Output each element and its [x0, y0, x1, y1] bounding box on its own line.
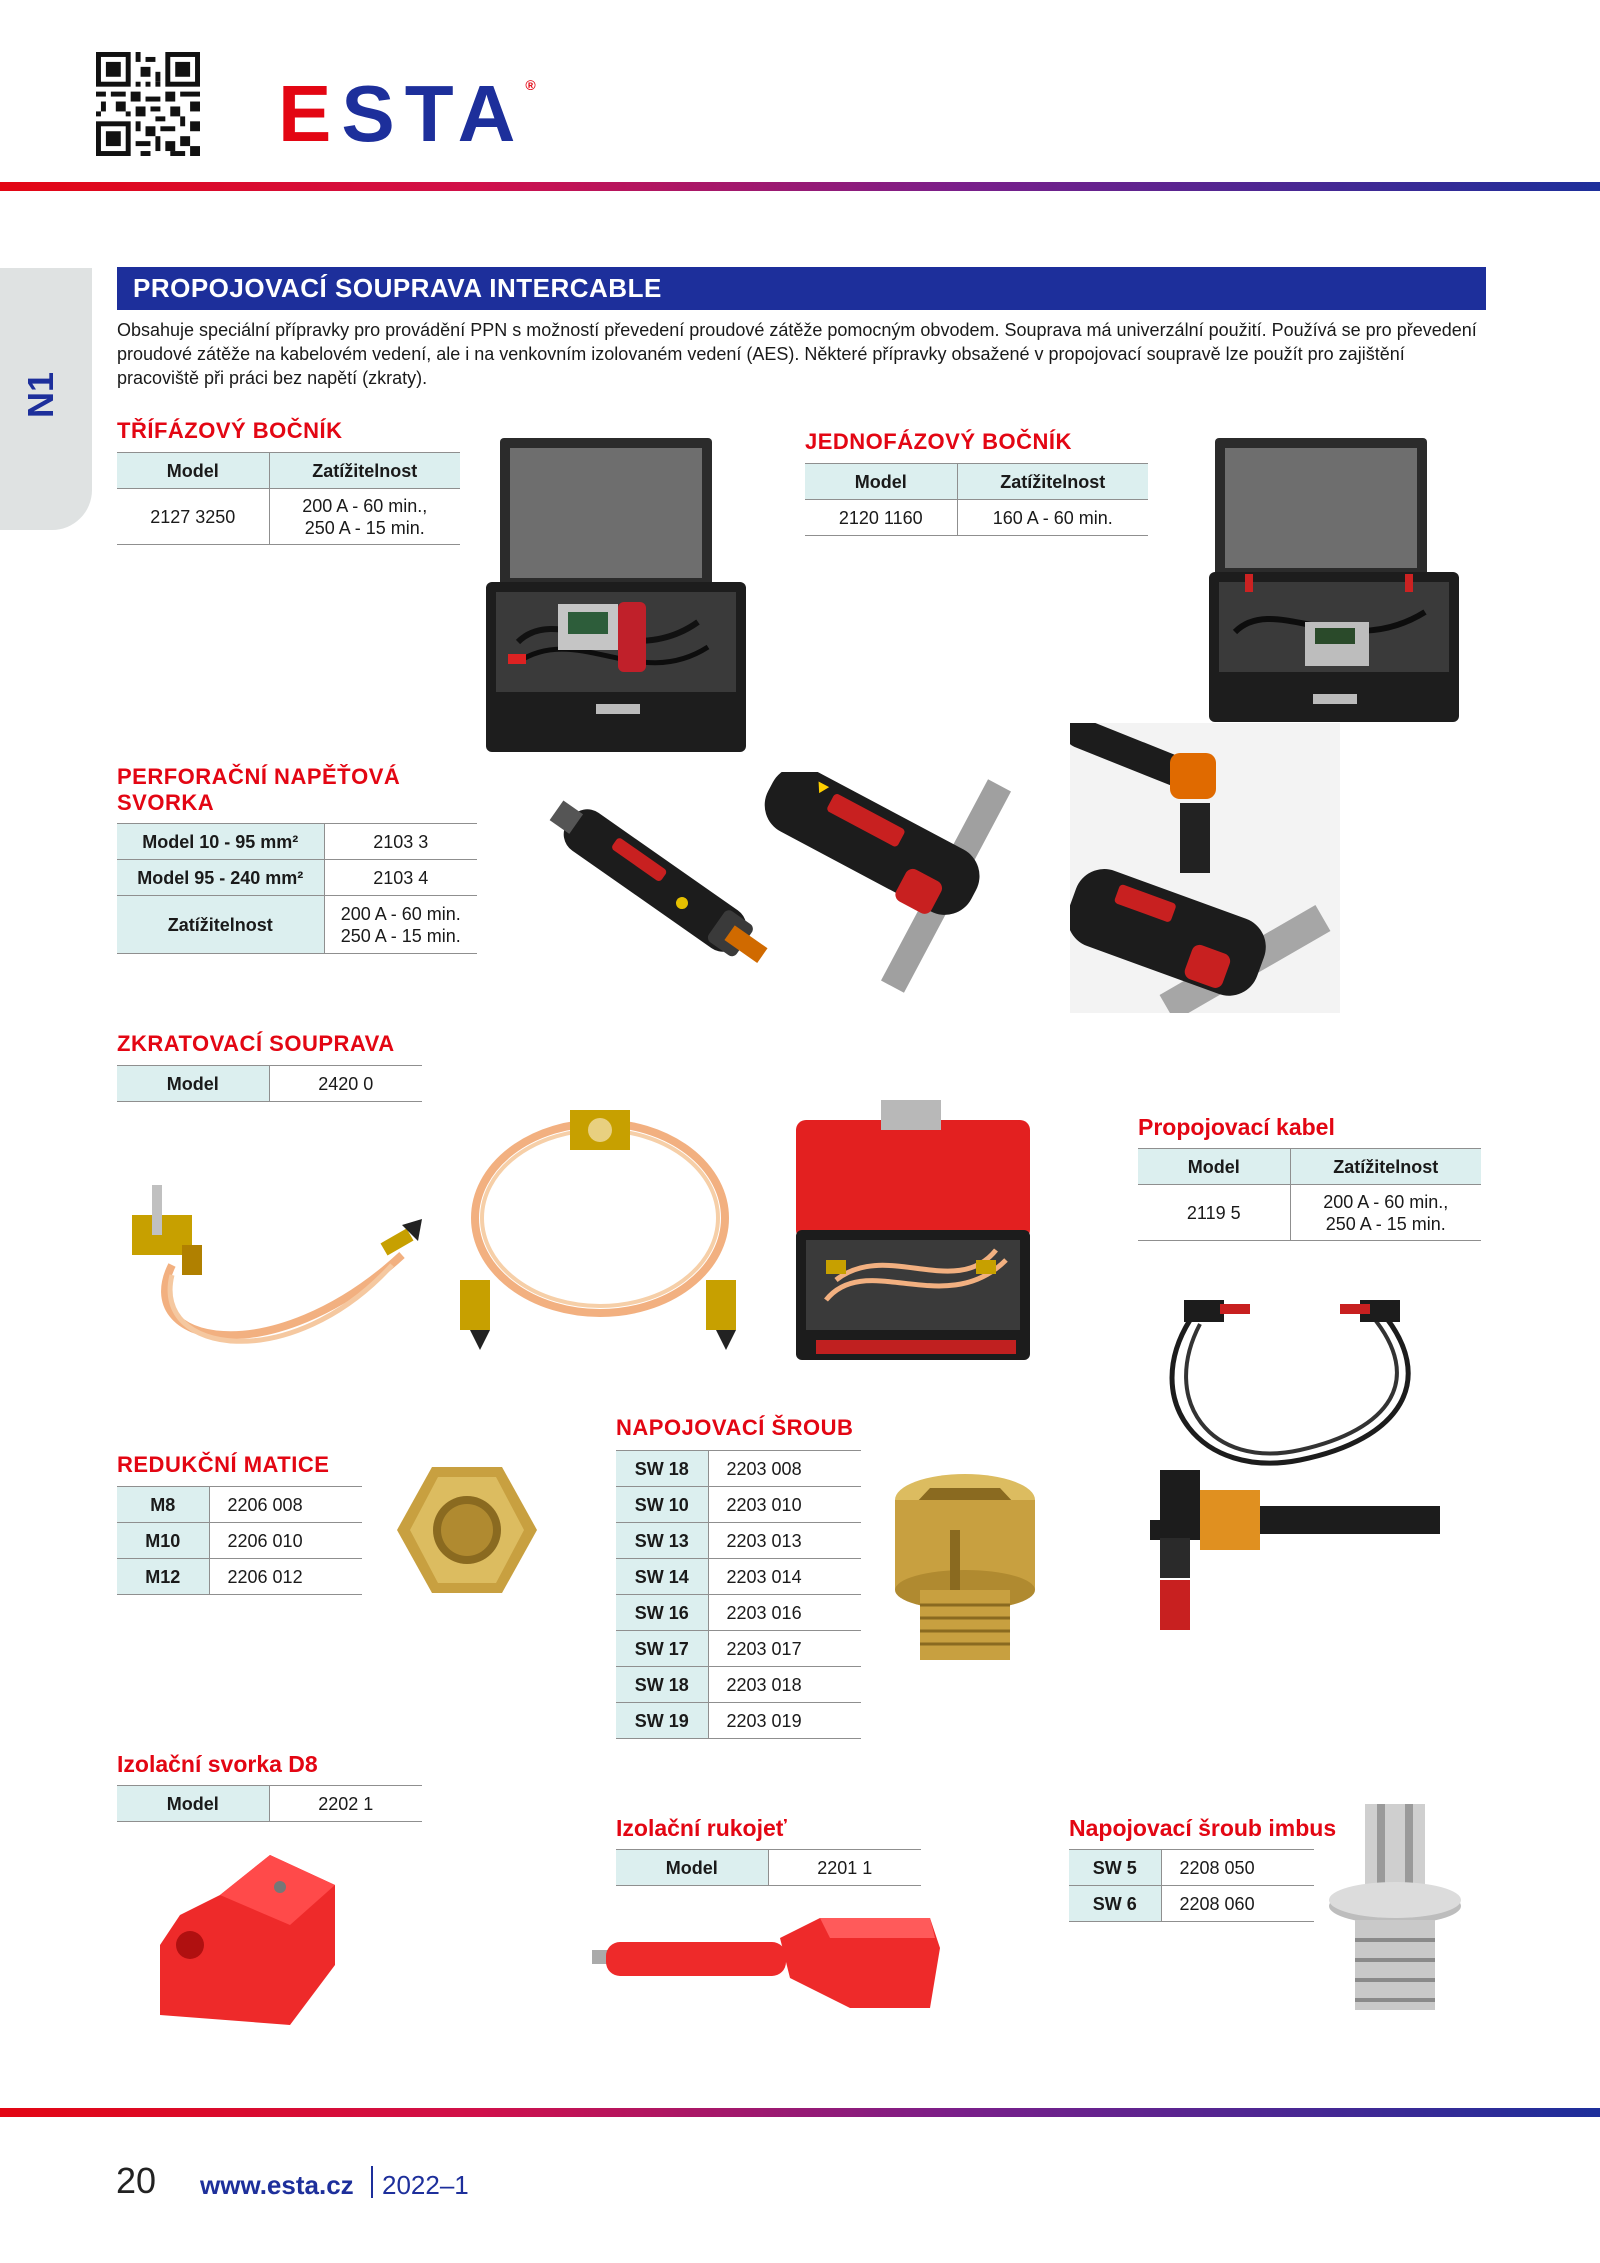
- qr-code: [96, 52, 200, 156]
- row-label: Model 95 - 240 mm²: [117, 860, 324, 896]
- load-line-1: 200 A - 60 min.,: [302, 495, 428, 516]
- code-cell: 2206 010: [209, 1523, 362, 1559]
- row-value: 2103 4: [324, 860, 477, 896]
- zkratovaci-heading: ZKRATOVACÍ SOUPRAVA: [117, 1031, 395, 1056]
- row-value: 2103 3: [324, 824, 477, 860]
- propojovaci-kabel-table: [1138, 1148, 1481, 1241]
- size-cell: SW 10: [616, 1487, 708, 1523]
- load-line-1: 200 A - 60 min.,: [1323, 1191, 1449, 1212]
- size-cell: SW 19: [616, 1703, 708, 1739]
- side-tab-label: N1: [20, 371, 61, 418]
- row-label: Model 10 - 95 mm²: [117, 824, 324, 860]
- esta-logo: [278, 69, 536, 158]
- model-value: 2127 3250: [117, 489, 269, 545]
- code-cell: 2203 008: [708, 1451, 861, 1487]
- col-model: Model: [117, 453, 269, 489]
- zkratovaci-table: [117, 1065, 422, 1102]
- logo-letters: STA: [341, 69, 526, 158]
- footer-separator: [371, 2166, 373, 2198]
- insulating-handle-image: [590, 1898, 940, 2038]
- izolacni-rukojet-heading: Izolační rukojeť: [616, 1815, 787, 1841]
- model-value: 2201 1: [768, 1850, 921, 1886]
- col-model: Model: [117, 1066, 269, 1102]
- napojovaci-imbus-table: [1069, 1849, 1314, 1922]
- header-stripe: [0, 182, 1600, 191]
- website-link[interactable]: www.esta.cz: [200, 2170, 354, 2200]
- size-cell: SW 18: [616, 1451, 708, 1487]
- col-model: Model: [1138, 1149, 1290, 1185]
- size-cell: SW 17: [616, 1631, 708, 1667]
- col-model: Model: [117, 1786, 269, 1822]
- insulating-clamp-image: [140, 1835, 350, 2030]
- col-load: Zatížitelnost: [1290, 1149, 1481, 1185]
- side-tab: [0, 268, 92, 530]
- code-cell: 2203 017: [708, 1631, 861, 1667]
- zkratovaci-cable-image-1: [112, 1175, 427, 1367]
- code-cell: 2208 050: [1161, 1850, 1314, 1886]
- page-number: 20: [116, 2160, 157, 2201]
- load-line-2: 250 A - 15 min.: [1325, 1213, 1446, 1234]
- zkratovaci-toolbox-image: [786, 1100, 1041, 1368]
- perforacni-clamp-image-2: [733, 772, 1043, 1000]
- code-cell: 2203 010: [708, 1487, 861, 1523]
- perforacni-heading: [117, 764, 400, 816]
- load-label: Zatížitelnost: [117, 896, 324, 954]
- logo-letter-e: E: [278, 69, 342, 158]
- code-cell: 2208 060: [1161, 1886, 1314, 1922]
- col-model: Model: [805, 464, 957, 500]
- size-cell: M12: [117, 1559, 209, 1595]
- jednofazovy-case-image: [1205, 432, 1465, 726]
- model-value: 2420 0: [269, 1066, 422, 1102]
- size-cell: SW 13: [616, 1523, 708, 1559]
- load-value: [1290, 1185, 1481, 1241]
- footer-stripe: [0, 2108, 1600, 2117]
- size-cell: SW 5: [1069, 1850, 1161, 1886]
- code-cell: 2206 012: [209, 1559, 362, 1595]
- redukcni-heading: REDUKČNÍ MATICE: [117, 1452, 330, 1477]
- jednofazovy-table: [805, 463, 1148, 536]
- trifazovy-heading: TŘÍFÁZOVÝ BOČNÍK: [117, 418, 343, 443]
- connecting-bolt-image: [890, 1470, 1040, 1680]
- size-cell: SW 16: [616, 1595, 708, 1631]
- load-value: [324, 896, 477, 954]
- load-value: 160 A - 60 min.: [957, 500, 1148, 536]
- model-value: 2202 1: [269, 1786, 422, 1822]
- col-model: Model: [616, 1850, 768, 1886]
- izolacni-svorka-heading: Izolační svorka D8: [117, 1751, 318, 1777]
- model-value: 2119 5: [1138, 1185, 1290, 1241]
- perforacni-heading-line-2: SVORKA: [117, 790, 215, 815]
- load-line-2: 250 A - 15 min.: [340, 925, 461, 946]
- intro-text: Obsahuje speciální přípravky pro provádění PPN s možností převedení proudové zátěže pomocným obvodem. Souprava má univerzální použití. Používá se pro převedení proudové zátěže na kabelovém vedení, ale i na venkovním izolovaném vedení (AES). Některé přípravky obsažené v propojovací soupravě lze použít pro zajištění pracoviště při práci bez napětí (zkraty).: [117, 320, 1477, 388]
- trifazovy-table: [117, 452, 460, 545]
- registered-mark: ®: [525, 77, 536, 93]
- perforacni-clamp-image-3: [1070, 723, 1340, 1013]
- propojovaci-kabel-image: [1140, 1280, 1440, 1665]
- code-cell: 2203 013: [708, 1523, 861, 1559]
- col-load: Zatížitelnost: [957, 464, 1148, 500]
- col-load: Zatížitelnost: [269, 453, 460, 489]
- izolacni-svorka-table: [117, 1785, 422, 1822]
- load-value: [269, 489, 460, 545]
- hex-bolt-image: [1325, 1800, 1465, 2025]
- load-line-1: 200 A - 60 min.: [340, 903, 461, 924]
- load-line-2: 250 A - 15 min.: [304, 517, 425, 538]
- code-cell: 2203 016: [708, 1595, 861, 1631]
- model-value: 2120 1160: [805, 500, 957, 536]
- code-cell: 2203 019: [708, 1703, 861, 1739]
- trifazovy-case-image: [478, 432, 758, 758]
- napojovaci-sroub-heading: NAPOJOVACÍ ŠROUB: [616, 1415, 854, 1440]
- napojovaci-imbus-heading: Napojovací šroub imbus: [1069, 1815, 1337, 1841]
- size-cell: M10: [117, 1523, 209, 1559]
- zkratovaci-cable-image-2: [450, 1108, 750, 1350]
- size-cell: SW 18: [616, 1667, 708, 1703]
- izolacni-rukojet-table: [616, 1849, 921, 1886]
- catalog-edition: 2022–1: [382, 2170, 469, 2200]
- code-cell: 2206 008: [209, 1487, 362, 1523]
- propojovaci-kabel-heading: Propojovací kabel: [1138, 1114, 1335, 1140]
- code-cell: 2203 018: [708, 1667, 861, 1703]
- size-cell: M8: [117, 1487, 209, 1523]
- page-title: PROPOJOVACÍ SOUPRAVA INTERCABLE: [117, 267, 1486, 310]
- reduction-nut-image: [392, 1455, 542, 1605]
- perforacni-table: [117, 823, 477, 954]
- jednofazovy-heading: JEDNOFÁZOVÝ BOČNÍK: [805, 429, 1072, 454]
- redukcni-table: [117, 1486, 362, 1595]
- size-cell: SW 6: [1069, 1886, 1161, 1922]
- perforacni-heading-line-1: PERFORAČNÍ NAPĚŤOVÁ: [117, 764, 401, 789]
- code-cell: 2203 014: [708, 1559, 861, 1595]
- napojovaci-sroub-table: [616, 1450, 861, 1739]
- size-cell: SW 14: [616, 1559, 708, 1595]
